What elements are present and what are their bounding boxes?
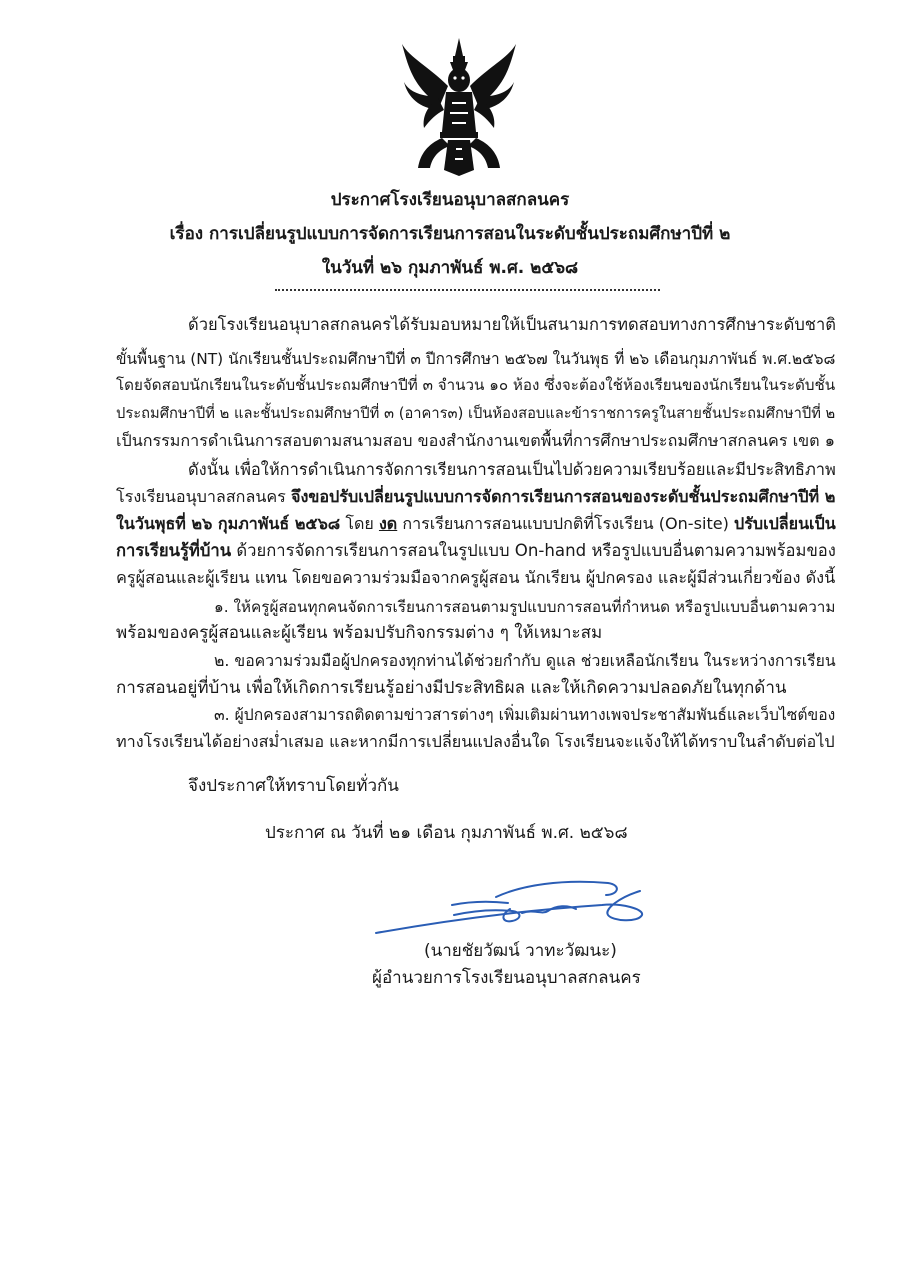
bold-text-run: การเรียนรู้ที่บ้าน — [116, 541, 232, 560]
signature-image — [372, 875, 652, 937]
list-item: ๑. ให้ครูผู้สอนทุกคนจัดการเรียนการสอนตามรูปแบบการสอนที่กำหนด หรือรูปแบบอื่นตามความ — [214, 598, 836, 616]
list-item: ทางโรงเรียนได้อย่างสม่ำเสมอ และหากมีการเปลี่ยนแปลงอื่นใด โรงเรียนจะแจ้งให้ได้ทราบในลำดับต่อไป — [116, 732, 835, 751]
list-item: พร้อมของครูผู้สอนและผู้เรียน พร้อมปรับกิจกรรมต่าง ๆ ให้เหมาะสม — [116, 623, 603, 643]
body-p1-line: โดยจัดสอบนักเรียนในระดับชั้นประถมศึกษาปีที่ ๓ จำนวน ๑๐ ห้อง ซึ่งจะต้องใช้ห้องเรียนของนักเรียนในระดับชั้น — [116, 376, 836, 394]
bold-text-run: ปรับเปลี่ยนเป็น — [734, 514, 836, 533]
bold-text-run: จึงขอปรับเปลี่ยนรูปแบบการจัดการเรียนการสอนของระดับชั้นประถมศึกษาปีที่ ๒ — [290, 487, 836, 506]
list-item: ๓. ผู้ปกครองสามารถติดตามข่าวสารต่างๆ เพิ่มเติมผ่านทางเพจประชาสัมพันธ์และเว็บไซต์ของ — [214, 705, 836, 724]
body-p1-line: ขั้นพื้นฐาน (NT) นักเรียนชั้นประถมศึกษาปีที่ ๓ ปีการศึกษา ๒๕๖๗ ในวันพุธ ที่ ๒๖ เดือนกุมภาพันธ์ พ.ศ.๒๕๖๘ — [116, 350, 836, 368]
closing-text: จึงประกาศให้ทราบโดยทั่วกัน — [188, 776, 399, 796]
list-item: ๒. ขอความร่วมมือผู้ปกครองทุกท่านได้ช่วยกำกับ ดูแล ช่วยเหลือนักเรียน ในระหว่างการเรียน — [214, 651, 836, 670]
announce-date: ประกาศ ณ วันที่ ๒๑ เดือน กุมภาพันธ์ พ.ศ. ๒๕๖๘ — [265, 823, 628, 843]
body-p1-line: เป็นกรรมการดำเนินการสอบตามสนามสอบ ของสำนักงานเขตพื้นที่การศึกษาประถมศึกษาสกลนคร เขต ๑ — [116, 431, 835, 450]
body-p2-line — [116, 513, 836, 535]
text-run: โดย — [340, 514, 379, 533]
text-run: การเรียนการสอนแบบปกติที่โรงเรียน (On-site) — [397, 514, 735, 533]
signatory-name: (นายชัยวัฒน์ วาทะวัฒนะ) — [424, 941, 617, 961]
body-p2-line: ครูผู้สอนและผู้เรียน แทน โดยขอความร่วมมือจากครูผู้สอน นักเรียน ผู้ปกครอง และผู้มีส่วนเกี่ยวข้อง ดังนี้ — [116, 568, 836, 587]
body-p2-line — [116, 486, 835, 508]
body-p2-line — [116, 540, 836, 562]
announcement-subject: เรื่อง การเปลี่ยนรูปแบบการจัดการเรียนการสอนในระดับชั้นประถมศึกษาปีที่ ๒ — [169, 224, 731, 244]
announcement-title: ประกาศโรงเรียนอนุบาลสกลนคร — [330, 190, 570, 210]
garuda-emblem-icon — [398, 36, 520, 178]
dotted-divider — [275, 289, 660, 291]
body-p1-line: ด้วยโรงเรียนอนุบาลสกลนครได้รับมอบหมายให้เป็นสนามการทดสอบทางการศึกษาระดับชาติ — [188, 315, 836, 334]
signatory-position: ผู้อำนวยการโรงเรียนอนุบาลสกลนคร — [372, 968, 641, 988]
underlined-text-run: งด — [378, 514, 398, 533]
text-run: โรงเรียนอนุบาลสกลนคร — [116, 487, 291, 506]
announcement-date-line: ในวันที่ ๒๖ กุมภาพันธ์ พ.ศ. ๒๕๖๘ — [321, 258, 579, 278]
bold-text-run: ในวันพุธที่ ๒๖ กุมภาพันธ์ ๒๕๖๘ — [116, 514, 341, 533]
body-p1-line: ประถมศึกษาปีที่ ๒ และชั้นประถมศึกษาปีที่ ๓ (อาคาร๓) เป็นห้องสอบและข้าราชการครูในสายชั้นประถมศึกษาปีที่ ๒ — [116, 405, 836, 422]
text-run: ด้วยการจัดการเรียนการสอนในรูปแบบ On-hand หรือรูปแบบอื่นตามความพร้อมของ — [231, 541, 836, 560]
list-item: การสอนอยู่ที่บ้าน เพื่อให้เกิดการเรียนรู้อย่างมีประสิทธิผล และให้เกิดความปลอดภัยในทุกด้าน — [116, 678, 787, 698]
body-p2-line: ดังนั้น เพื่อให้การดำเนินการจัดการเรียนการสอนเป็นไปด้วยความเรียบร้อยและมีประสิทธิภาพ — [188, 460, 836, 479]
